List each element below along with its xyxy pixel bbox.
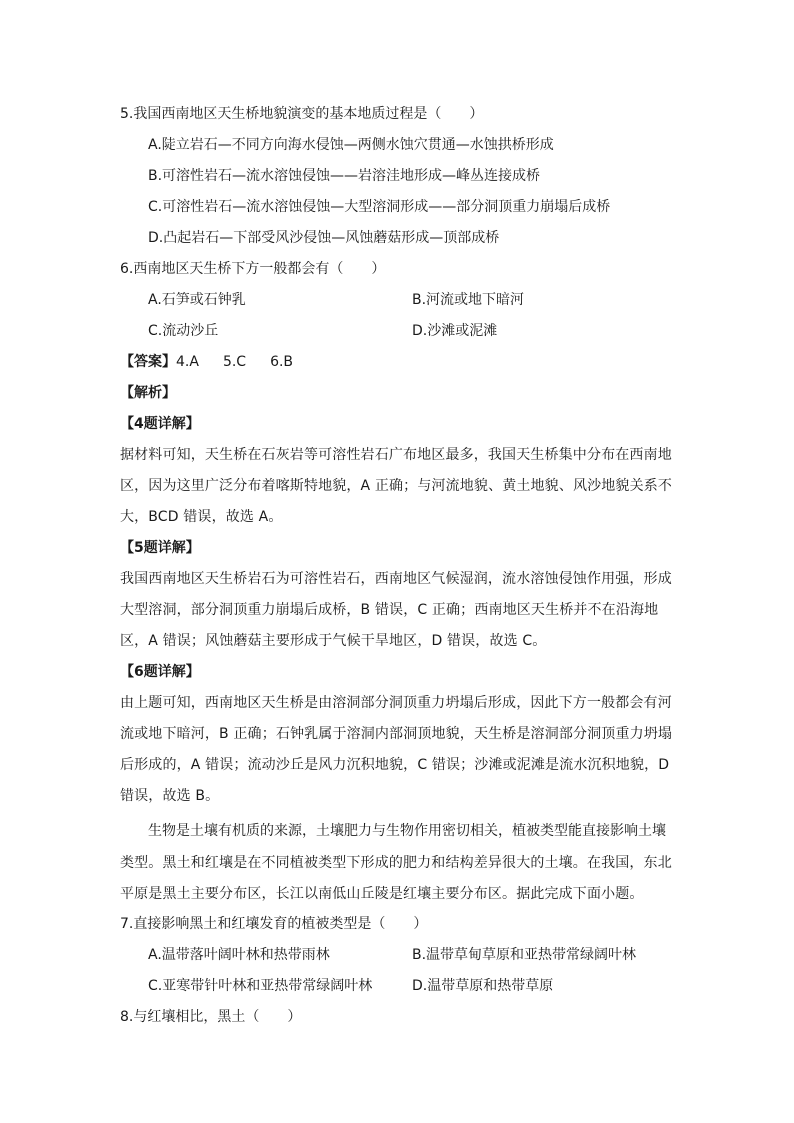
answer-line (120, 352, 293, 372)
detail-4-line: 区，因为这里广泛分布着喀斯特地貌，A 正确；与河流地貌、黄土地貌、风沙地貌关系不 (120, 478, 673, 494)
detail-6-label: 【6题详解】 (120, 664, 200, 680)
analysis-label: 【解析】 (120, 385, 176, 401)
question-5-option-b: B.可溶性岩石—流水溶蚀侵蚀——岩溶洼地形成—峰丛连接成桥 (148, 168, 541, 184)
detail-4-line: 据材料可知，天生桥在石灰岩等可溶性岩石广布地区最多，我国天生桥集中分布在西南地 (120, 447, 672, 463)
answer-label: 【答案】 (120, 354, 176, 370)
question-6-option-d: D.沙滩或泥滩 (412, 323, 498, 339)
question-5-stem: 5.我国西南地区天生桥地貌演变的基本地质过程是（ ） (120, 106, 484, 122)
detail-4-line: 大，BCD 错误，故选 A。 (120, 509, 283, 525)
detail-6-line: 由上题可知，西南地区天生桥是由溶洞部分洞顶重力坍塌后形成，因此下方一般都会有河 (120, 695, 672, 711)
detail-6-line: 流或地下暗河，B 正确；石钟乳属于溶洞内部洞顶地貌，天生桥是溶洞部分洞顶重力坍塌 (120, 726, 673, 742)
detail-6-line: 错误，故选 B。 (120, 788, 220, 804)
question-6-option-a: A.石笋或石钟乳 (148, 292, 246, 308)
material-paragraph-line: 类型。黑土和红壤是在不同植被类型下形成的肥力和结构差异很大的土壤。在我国，东北 (120, 855, 672, 871)
question-6-stem: 6.西南地区天生桥下方一般都会有（ ） (120, 261, 386, 277)
question-6-option-b: B.河流或地下暗河 (412, 292, 525, 308)
question-7-option-a: A.温带落叶阔叶林和热带雨林 (148, 947, 330, 963)
question-7-option-c: C.亚寒带针叶林和亚热带常绿阔叶林 (148, 978, 373, 994)
question-7-option-d: D.温带草原和热带草原 (412, 978, 554, 994)
detail-5-line: 区，A 错误；风蚀蘑菇主要形成于气候干旱地区，D 错误，故选 C。 (120, 633, 547, 649)
detail-6-line: 后形成的，A 错误；流动沙丘是风力沉积地貌，C 错误；沙滩或泥滩是流水沉积地貌，D (120, 757, 670, 773)
answer-6: 6.B (270, 354, 294, 370)
question-7-option-b: B.温带草甸草原和亚热带常绿阔叶林 (412, 947, 637, 963)
detail-5-line: 我国西南地区天生桥岩石为可溶性岩石，西南地区气候湿润，流水溶蚀侵蚀作用强，形成 (120, 571, 672, 587)
question-7-stem: 7.直接影响黑土和红壤发育的植被类型是（ ） (120, 916, 428, 932)
question-6-option-c: C.流动沙丘 (148, 323, 219, 339)
detail-4-label: 【4题详解】 (120, 416, 200, 432)
question-5-option-c: C.可溶性岩石—流水溶蚀侵蚀—大型溶洞形成——部分洞顶重力崩塌后成桥 (148, 199, 611, 215)
material-paragraph-line: 平原是黑土主要分布区，长江以南低山丘陵是红壤主要分布区。据此完成下面小题。 (120, 886, 644, 902)
material-paragraph-line: 生物是土壤有机质的来源，土壤肥力与生物作用密切相关，植被类型能直接影响土壤 (148, 823, 666, 839)
question-8-stem: 8.与红壤相比，黑土（ ） (120, 1009, 302, 1025)
detail-5-label: 【5题详解】 (120, 540, 200, 556)
answer-5: 5.C (222, 354, 247, 370)
detail-5-line: 大型溶洞，部分洞顶重力崩塌后成桥，B 错误，C 正确；西南地区天生桥并不在沿海地 (120, 602, 659, 618)
answer-4: 4.A (176, 354, 199, 370)
question-5-option-a: A.陡立岩石—不同方向海水侵蚀—两侧水蚀穴贯通—水蚀拱桥形成 (148, 137, 554, 153)
question-5-option-d: D.凸起岩石—下部受风沙侵蚀—风蚀蘑菇形成—顶部成桥 (148, 230, 500, 246)
